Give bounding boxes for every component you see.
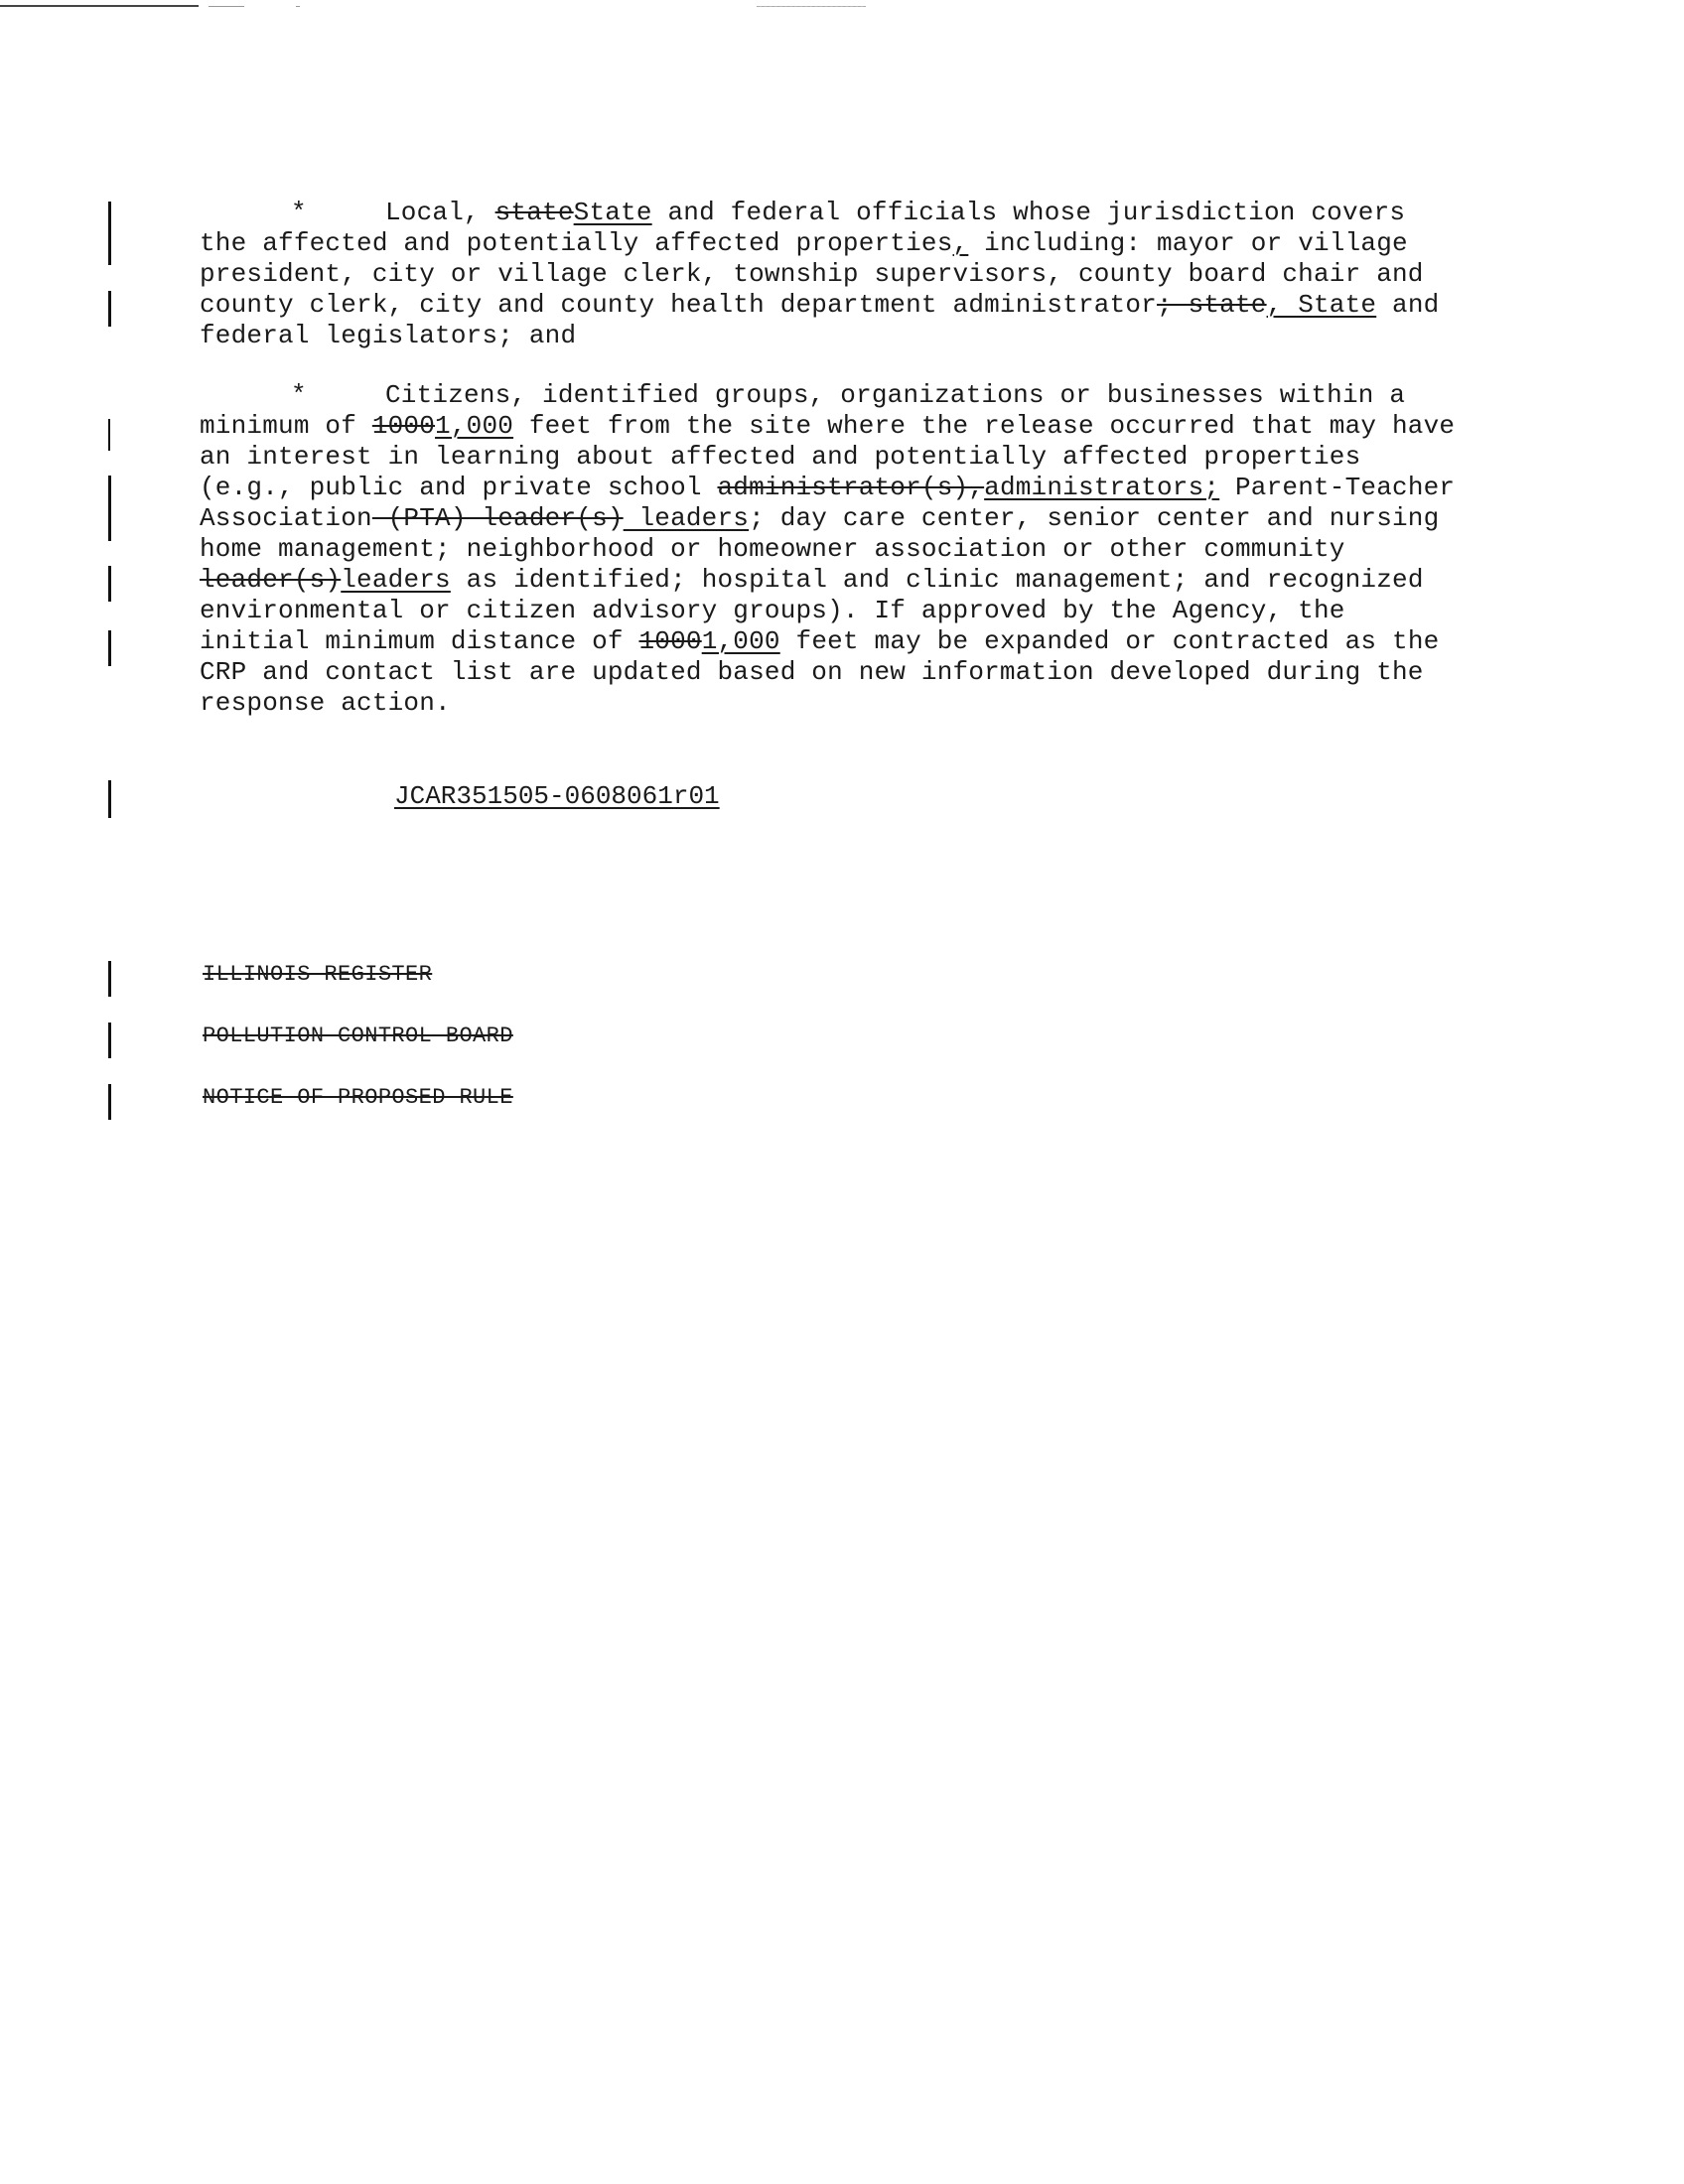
revision-change-bar bbox=[108, 780, 111, 818]
text-line: environmental or citizen advisory groups). If approved by the Agency, the bbox=[200, 596, 1345, 625]
struck-heading-register: ILLINOIS REGISTER bbox=[203, 962, 433, 987]
text-line bbox=[200, 380, 1530, 411]
revision-change-bar bbox=[108, 291, 111, 327]
revision-change-bar bbox=[108, 566, 111, 602]
deleted-text: leader(s) bbox=[200, 565, 342, 595]
revision-change-bar bbox=[108, 202, 111, 265]
scan-artifact-line bbox=[296, 6, 300, 7]
inserted-text: administrators; bbox=[984, 473, 1220, 502]
text-run: (e.g., public and private school bbox=[200, 473, 718, 502]
deleted-text: administrator(s), bbox=[717, 473, 985, 502]
text-run: and bbox=[1376, 290, 1440, 320]
deleted-text: (PTA) leader(s) bbox=[371, 503, 624, 533]
text-line: president, city or village clerk, township supervisors, county board chair and bbox=[200, 259, 1424, 289]
text-line bbox=[200, 503, 1530, 534]
text-run: Local, bbox=[385, 198, 495, 227]
text-line bbox=[200, 411, 1530, 442]
inserted-text: , bbox=[952, 228, 969, 258]
text-run: including: mayor or village bbox=[968, 228, 1408, 258]
inserted-text: State bbox=[573, 198, 652, 227]
paragraph-citizens bbox=[200, 380, 1530, 719]
text-run: county clerk, city and county health department administrator bbox=[200, 290, 1157, 320]
jcar-code: JCAR351505-0608061r01 bbox=[394, 781, 720, 811]
text-line: home management; neighborhood or homeowner association or other community bbox=[200, 534, 1345, 564]
text-line: CRP and contact list are updated based on new information developed during the bbox=[200, 657, 1424, 687]
deleted-text: ; state bbox=[1156, 290, 1267, 320]
text-run: as identified; hospital and clinic management; and recognized bbox=[450, 565, 1424, 595]
text-line bbox=[200, 473, 1530, 503]
scan-artifact-line bbox=[0, 5, 199, 7]
text-run: Citizens, identified groups, organizations or businesses within a bbox=[385, 380, 1406, 410]
revision-change-bar bbox=[108, 419, 110, 451]
text-line bbox=[200, 290, 1530, 321]
inserted-text: 1,000 bbox=[435, 411, 514, 441]
scan-artifact-line bbox=[209, 6, 244, 7]
text-run: Association bbox=[200, 503, 372, 533]
deleted-text: 1000 bbox=[371, 411, 436, 441]
revision-change-bar bbox=[108, 630, 111, 666]
revision-change-bar bbox=[108, 1084, 111, 1120]
text-line bbox=[200, 565, 1530, 596]
revision-change-bar bbox=[108, 961, 111, 997]
text-run: and federal officials whose jurisdiction covers bbox=[651, 198, 1406, 227]
inserted-text: 1,000 bbox=[701, 626, 780, 656]
text-run: the affected and potentially affected properties bbox=[200, 228, 953, 258]
inserted-text: leaders bbox=[341, 565, 451, 595]
struck-heading-board: POLLUTION CONTROL BOARD bbox=[203, 1024, 513, 1048]
bullet: * bbox=[291, 198, 307, 227]
scan-artifact-line bbox=[757, 6, 866, 7]
text-run: ; day care center, senior center and nursing bbox=[749, 503, 1440, 533]
text-line bbox=[200, 626, 1530, 657]
text-run: feet from the site where the release occurred that may have bbox=[513, 411, 1456, 441]
deleted-text: 1000 bbox=[638, 626, 702, 656]
text-run: Parent-Teacher bbox=[1219, 473, 1456, 502]
text-line: response action. bbox=[200, 688, 451, 718]
deleted-text: state bbox=[494, 198, 574, 227]
revision-change-bar bbox=[108, 476, 111, 541]
text-line bbox=[200, 228, 1530, 259]
text-line: an interest in learning about affected and potentially affected properties bbox=[200, 442, 1361, 472]
text-line: federal legislators; and bbox=[200, 321, 577, 350]
revision-change-bar bbox=[108, 1023, 111, 1058]
paragraph-officials bbox=[200, 198, 1530, 351]
text-run: initial minimum distance of bbox=[200, 626, 639, 656]
inserted-text: , State bbox=[1266, 290, 1377, 320]
text-line bbox=[200, 198, 1530, 228]
text-run: minimum of bbox=[200, 411, 372, 441]
text-run: feet may be expanded or contracted as the bbox=[779, 626, 1440, 656]
bullet: * bbox=[291, 380, 307, 410]
struck-heading-notice: NOTICE OF PROPOSED RULE bbox=[203, 1085, 513, 1110]
inserted-text: leaders bbox=[623, 503, 750, 533]
